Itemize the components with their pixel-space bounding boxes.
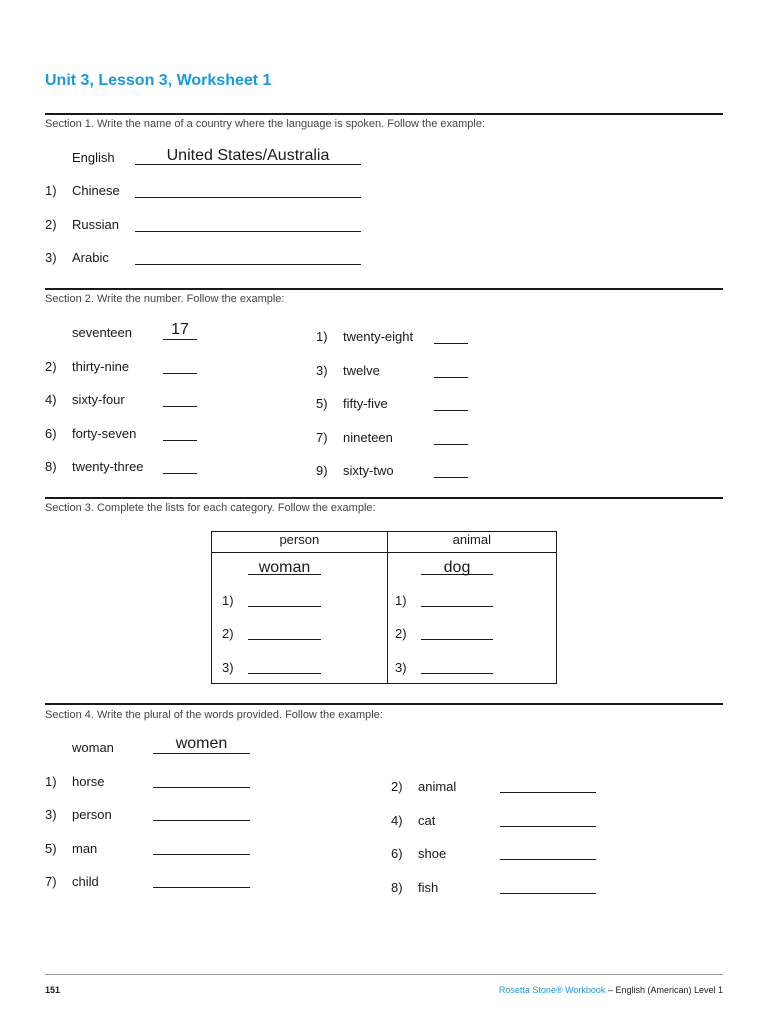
- section4-item-num: 2): [391, 779, 403, 794]
- section2-answer-blank[interactable]: [434, 444, 468, 445]
- section1-item-word: Russian: [72, 217, 119, 232]
- section2-answer-blank[interactable]: [163, 473, 197, 474]
- section4-item-word: shoe: [418, 846, 447, 861]
- section4-item-num: 3): [45, 807, 57, 822]
- section2-item-word: twenty-three: [72, 459, 144, 474]
- category-answer-blank[interactable]: [248, 673, 321, 674]
- section1-answer-blank[interactable]: [135, 264, 361, 265]
- category-item-num: 3): [395, 660, 407, 675]
- category-item-num: 2): [395, 626, 407, 641]
- section4-item-num: 4): [391, 813, 403, 828]
- category-answer-blank[interactable]: [421, 606, 493, 607]
- section1-item-num: 2): [45, 217, 57, 232]
- section2-item-word: forty-seven: [72, 426, 137, 441]
- section4-item-word: animal: [418, 779, 457, 794]
- section1-answer-blank[interactable]: [135, 231, 361, 232]
- category-answer-blank[interactable]: [248, 639, 321, 640]
- category-example-line: [421, 574, 493, 575]
- category-example-person: woman: [258, 559, 311, 576]
- section4-answer-blank[interactable]: [500, 893, 596, 894]
- section4-item-word: person: [72, 807, 112, 822]
- section2-item-num: 8): [45, 459, 57, 474]
- section2-item-num: 3): [316, 363, 328, 378]
- section4-item-num: 1): [45, 774, 57, 789]
- section2-item-num: 6): [45, 426, 57, 441]
- section2-item-word: fifty-five: [343, 396, 388, 411]
- section2-divider: [45, 288, 723, 290]
- section2-example-word: seventeen: [72, 325, 132, 340]
- category-answer-blank[interactable]: [248, 606, 321, 607]
- section4-divider: [45, 703, 723, 705]
- category-header-person: person: [212, 532, 388, 553]
- category-item-num: 1): [395, 593, 407, 608]
- section2-item-word: thirty-nine: [72, 359, 130, 374]
- section4-answer-blank[interactable]: [153, 787, 250, 788]
- page-title: Unit 3, Lesson 3, Worksheet 1: [45, 72, 272, 89]
- section4-item-word: man: [72, 841, 98, 856]
- section4-instruction: Section 4. Write the plural of the words provided. Follow the example:: [45, 709, 383, 721]
- section2-item-num: 9): [316, 463, 328, 478]
- section4-item-num: 7): [45, 874, 57, 889]
- page-number: 151: [45, 985, 61, 995]
- section1-example-word: English: [72, 150, 115, 165]
- section4-item-word: horse: [72, 774, 105, 789]
- section2-answer-blank[interactable]: [434, 477, 468, 478]
- section1-item-num: 3): [45, 250, 57, 265]
- category-table: [211, 531, 557, 684]
- section2-item-word: twenty-eight: [343, 329, 414, 344]
- footer-course: – English (American) Level 1: [605, 985, 723, 995]
- section2-answer-blank[interactable]: [434, 343, 468, 344]
- section4-answer-blank[interactable]: [153, 887, 250, 888]
- footer-divider: [45, 974, 723, 975]
- section4-answer-blank[interactable]: [153, 854, 250, 855]
- section2-example-answer: 17: [171, 321, 189, 338]
- section4-answer-blank[interactable]: [500, 859, 596, 860]
- section2-item-num: 4): [45, 392, 57, 407]
- section2-instruction: Section 2. Write the number. Follow the example:: [45, 293, 285, 305]
- section2-item-num: 1): [316, 329, 328, 344]
- category-answer-blank[interactable]: [421, 639, 493, 640]
- section2-answer-blank[interactable]: [163, 373, 197, 374]
- category-example-animal: dog: [443, 559, 471, 576]
- section1-item-word: Chinese: [72, 183, 120, 198]
- section2-example-line: [163, 339, 197, 340]
- section2-item-word: twelve: [343, 363, 380, 378]
- section4-answer-blank[interactable]: [500, 792, 596, 793]
- section1-instruction: Section 1. Write the name of a country where the language is spoken. Follow the example:: [45, 118, 486, 130]
- section1-item-word: Arabic: [72, 250, 109, 265]
- section2-item-num: 7): [316, 430, 328, 445]
- section2-item-word: nineteen: [343, 430, 393, 445]
- section4-item-word: fish: [418, 880, 439, 895]
- section1-answer-blank[interactable]: [135, 197, 361, 198]
- section2-item-word: sixty-four: [72, 392, 125, 407]
- category-item-num: 2): [222, 626, 234, 641]
- section4-example-answer: women: [175, 735, 228, 752]
- section4-item-num: 5): [45, 841, 57, 856]
- section2-answer-blank[interactable]: [163, 440, 197, 441]
- section4-example-line: [153, 753, 250, 754]
- section1-example-answer: United States/Australia: [166, 147, 330, 164]
- section1-item-num: 1): [45, 183, 57, 198]
- section4-example-word: woman: [72, 740, 114, 755]
- category-item-num: 1): [222, 593, 234, 608]
- section4-answer-blank[interactable]: [153, 820, 250, 821]
- category-item-num: 3): [222, 660, 234, 675]
- footer-brand: Rosetta Stone® Workbook: [498, 985, 606, 995]
- category-example-line: [248, 574, 321, 575]
- section4-item-word: child: [72, 874, 99, 889]
- footer-credit: [499, 985, 723, 995]
- section4-item-word: cat: [418, 813, 436, 828]
- section4-item-num: 8): [391, 880, 403, 895]
- category-header-animal: animal: [387, 532, 556, 553]
- section4-answer-blank[interactable]: [500, 826, 596, 827]
- section2-item-num: 2): [45, 359, 57, 374]
- section2-item-num: 5): [316, 396, 328, 411]
- section2-item-word: sixty-two: [343, 463, 394, 478]
- section1-divider: [45, 113, 723, 115]
- section3-instruction: Section 3. Complete the lists for each category. Follow the example:: [45, 502, 376, 514]
- category-answer-blank[interactable]: [421, 673, 493, 674]
- section4-item-num: 6): [391, 846, 403, 861]
- section1-example-line: [135, 164, 361, 165]
- section3-divider: [45, 497, 723, 499]
- section2-answer-blank[interactable]: [163, 406, 197, 407]
- section2-answer-blank[interactable]: [434, 377, 468, 378]
- section2-answer-blank[interactable]: [434, 410, 468, 411]
